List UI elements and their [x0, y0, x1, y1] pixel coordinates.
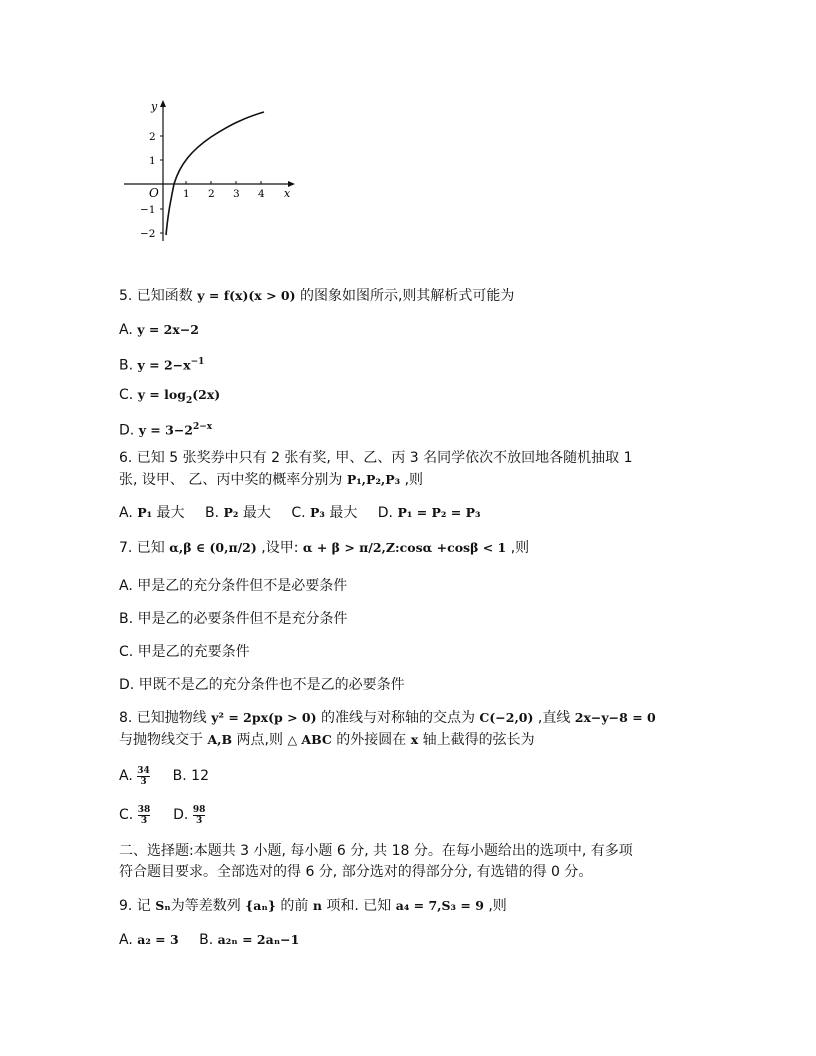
- y-axis-arrow: [160, 100, 166, 107]
- q8-stem-line1: 8. 已知抛物线 y² = 2px(p > 0) 的准线与对称轴的交点为 C(−2,0) ,直线 2x−y−8 = 0: [119, 710, 656, 726]
- function-graph: [118, 96, 298, 246]
- origin-label: O: [149, 186, 159, 200]
- x-tick-label: 1: [183, 188, 190, 200]
- x-tick-label: 2: [208, 188, 215, 200]
- q7-option-b: B. 甲是乙的必要条件但不是充分条件: [119, 611, 348, 627]
- q6-stem-line1: 6. 已知 5 张奖券中只有 2 张有奖, 甲、乙、丙 3 名同学依次不放回地各随机抽取 1: [119, 450, 633, 466]
- q7-stem: 7. 已知 α,β ∈ (0,π/2) ,设甲: α + β > π/2,Z:cosα +cosβ < 1 ,则: [119, 540, 530, 556]
- q5-option-d: D. $y = 3-2^{2-x}$: [119, 422, 213, 439]
- q7-option-c: C. 甲是乙的充要条件: [119, 644, 250, 660]
- q6-options: A. P₁ 最大 B. P₂ 最大 C. P₃ 最大 D. P₁ = P₂ = P₃: [119, 505, 481, 521]
- y-axis-label: y: [151, 100, 158, 113]
- q5-option-c: C. $y = \log_2(2x)$: [119, 387, 221, 406]
- y-tick-label: −1: [140, 204, 156, 216]
- q9-stem: 9. 记 Sₙ为等差数列 {aₙ} 的前 n 项和. 已知 a₄ = 7,S₃ = 9 ,则: [119, 898, 507, 914]
- function-curve: [166, 112, 264, 235]
- q6-stem-line2: 张, 设甲、 乙、丙中奖的概率分别为 P₁,P₂,P₃ ,则: [119, 472, 424, 488]
- x-tick-label: 4: [258, 188, 265, 200]
- q9-options: A. a₂ = 3 B. a₂ₙ = 2aₙ−1: [119, 932, 300, 948]
- y-tick-label: 2: [149, 131, 156, 143]
- y-tick-label: −2: [140, 228, 156, 240]
- x-axis-label: x: [284, 187, 291, 200]
- q8-options-cd: C. $\frac{38}{3}$ D. $\frac{98}{3}$: [119, 804, 206, 826]
- q7-option-a: A. 甲是乙的充分条件但不是必要条件: [119, 578, 348, 594]
- q5-stem: 5. 已知函数 y = f(x)(x > 0) 的图象如图所示,则其解析式可能为: [119, 288, 515, 304]
- section2-heading-line2: 符合题目要求。全部选对的得 6 分, 部分选对的得部分分, 有选错的得 0 分。: [119, 864, 593, 880]
- q7-option-d: D. 甲既不是乙的充分条件也不是乙的必要条件: [119, 677, 405, 693]
- y-tick-label: 1: [149, 155, 156, 167]
- q8-stem-line2: 与抛物线交于 A,B 两点,则 △ ABC 的外接圆在 x 轴上截得的弦长为: [119, 732, 535, 748]
- q5-option-b: B. $y = 2-x^{-1}$: [119, 357, 205, 374]
- x-tick-label: 3: [233, 188, 240, 200]
- fraction: $\frac{38}{3}$: [137, 804, 151, 826]
- fraction: $\frac{34}{3}$: [137, 765, 150, 787]
- q5-option-a: A. y = 2x−2: [119, 322, 199, 338]
- q8-options-ab: A. $\frac{34}{3}$ B. 12: [119, 765, 209, 787]
- section2-heading-line1: 二、选择题:本题共 3 小题, 每小题 6 分, 共 18 分。在每小题给出的选项中, 有多项: [119, 843, 633, 859]
- fraction: $\frac{98}{3}$: [192, 804, 206, 826]
